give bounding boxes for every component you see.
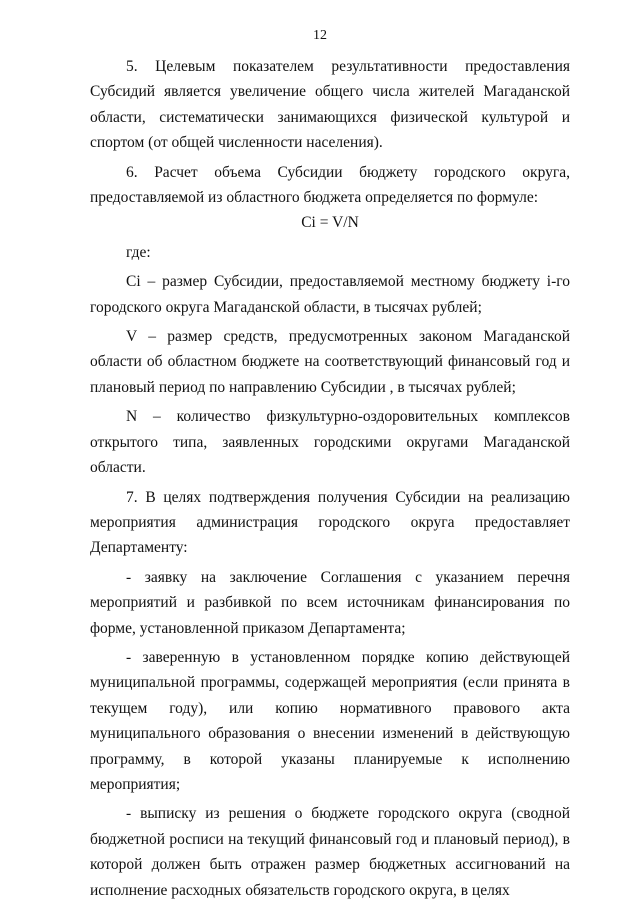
where-label: где: xyxy=(126,243,151,261)
definition-n: N – количество физкультурно-оздоровительных комплексов открытого типа, заявленных городскими округами Магаданской области. xyxy=(90,408,570,477)
document-body xyxy=(90,54,570,903)
definition-ci: Ci – размер Субсидии, предоставляемой местному бюджету i-го городского округа Магаданской области, в тысячах рублей; xyxy=(90,273,570,316)
list-item-budget-extract: - выписку из решения о бюджете городского округа (сводной бюджетной росписи на текущий финансовый год и плановый период), в которой должен быть отражен размер бюджетных ассигнований на исполнение расходных обязательств городского округа, в целях xyxy=(90,805,570,899)
list-item-program-copy: - заверенную в установленном порядке копию действующей муниципальной программы, содержащей мероприятия (если принята в текущем году), или копию нормативного правового акта муниципального образования о внесении изменений в действующую программу, в которой указаны планируемые к исполнению мероприятия; xyxy=(90,648,570,793)
list-item-application: - заявку на заключение Соглашения с указанием перечня мероприятий и разбивкой по всем источникам финансирования по форме, установленной приказом Департамента; xyxy=(90,568,570,637)
paragraph-item-7: 7. В целях подтверждения получения Субсидии на реализацию мероприятия администрация городского округа предоставляет Департаменту: xyxy=(90,488,570,557)
paragraph-item-6: 6. Расчет объема Субсидии бюджету городского округа, предоставляемой из областного бюджета определяется по формуле: xyxy=(90,163,570,207)
page-number: 12 xyxy=(313,28,327,43)
definition-v: V – размер средств, предусмотренных законом Магаданской области об областном бюджете на соответствующий финансовый год и плановый период по направлению Субсидии , в тысячах рублей; xyxy=(90,328,570,396)
subsidy-formula: Ci = V/N xyxy=(301,214,359,232)
paragraph-item-5: 5. Целевым показателем результативности предоставления Субсидий является увеличение общего числа жителей Магаданской области, систематически занимающихся физической культурой и спортом (от общей численности населения). xyxy=(90,58,570,152)
